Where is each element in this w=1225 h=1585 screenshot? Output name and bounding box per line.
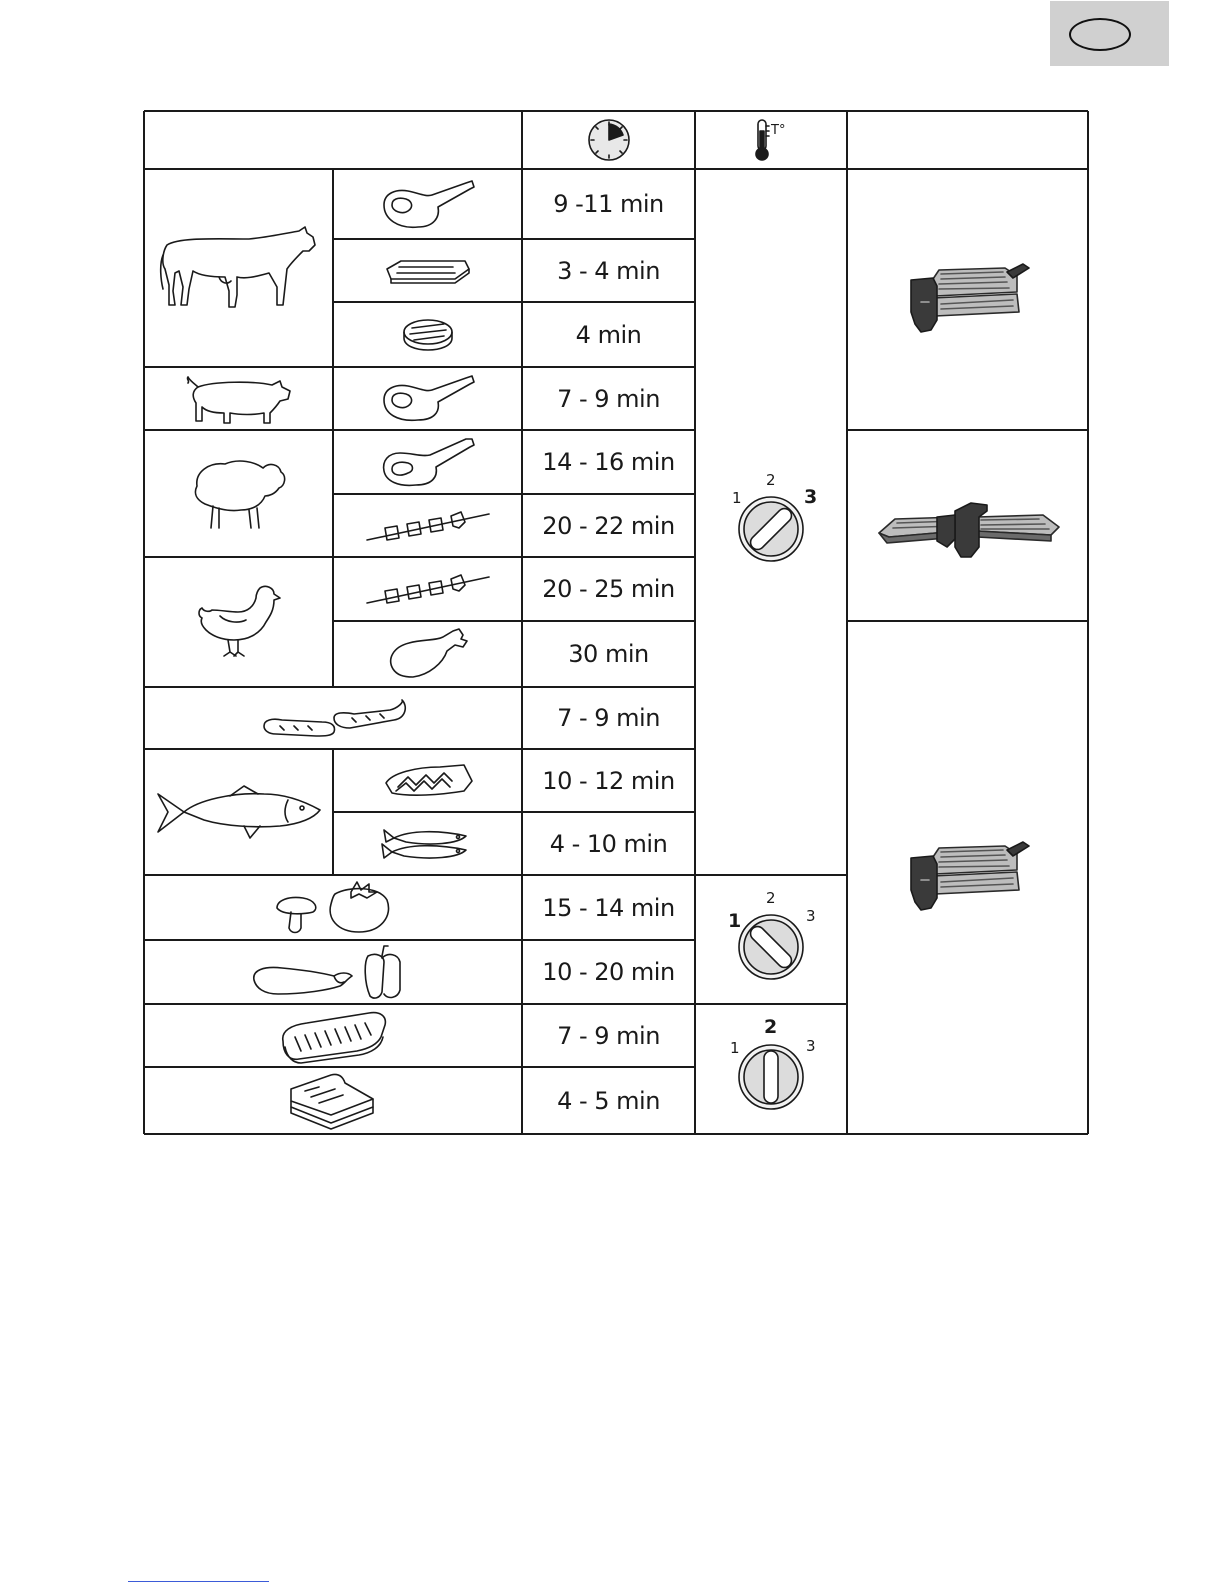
chop-icon bbox=[333, 367, 522, 430]
svg-text:2: 2 bbox=[764, 1016, 778, 1038]
time-value: 30 min bbox=[568, 640, 649, 668]
skewer-icon bbox=[333, 494, 522, 557]
time-value: 7 - 9 min bbox=[557, 1021, 660, 1050]
time-value: 14 - 16 min bbox=[542, 448, 675, 476]
drumstick-icon bbox=[333, 621, 522, 687]
eggplant-pepper-icon bbox=[144, 940, 522, 1004]
svg-text:1: 1 bbox=[728, 909, 742, 932]
bread-slice-icon bbox=[144, 1004, 522, 1067]
fish-fillet-icon bbox=[333, 749, 522, 812]
time-value: 7 - 9 min bbox=[557, 704, 660, 732]
temperature-dial-1-icon bbox=[695, 875, 847, 1004]
steak-slice-icon bbox=[333, 239, 522, 302]
skewer-icon bbox=[333, 557, 522, 621]
time-value: 20 - 22 min bbox=[542, 511, 675, 540]
fish-icon bbox=[144, 749, 333, 875]
lamb-chop-icon bbox=[333, 430, 522, 494]
pig-icon bbox=[144, 367, 333, 430]
chicken-icon bbox=[144, 557, 333, 687]
svg-text:T°: T° bbox=[771, 123, 786, 138]
sandwich-icon bbox=[144, 1067, 522, 1134]
svg-text:3: 3 bbox=[806, 906, 816, 925]
svg-text:2: 2 bbox=[766, 471, 776, 489]
svg-text:3: 3 bbox=[804, 486, 818, 508]
closed-grill-icon bbox=[847, 621, 1088, 1134]
thermometer-icon bbox=[695, 111, 847, 169]
temperature-dial-2-icon bbox=[695, 1004, 847, 1134]
time-value: 4 - 10 min bbox=[549, 829, 668, 858]
time-value: 10 - 12 min bbox=[542, 766, 675, 795]
rib-steak-icon bbox=[333, 169, 522, 239]
sardines-icon bbox=[333, 812, 522, 875]
svg-text:1: 1 bbox=[730, 1039, 740, 1057]
closed-grill-icon bbox=[847, 169, 1088, 430]
mushroom-tomato-icon bbox=[144, 875, 522, 940]
time-value: 20 - 25 min bbox=[542, 575, 675, 603]
time-value: 15 - 14 min bbox=[542, 893, 675, 922]
time-value: 7 - 9 min bbox=[557, 384, 660, 413]
open-flat-grill-icon bbox=[847, 430, 1088, 621]
sheep-icon bbox=[144, 430, 333, 557]
time-value: 4 - 5 min bbox=[557, 1086, 660, 1115]
temperature-dial-3-icon bbox=[695, 169, 847, 875]
svg-text:1: 1 bbox=[732, 489, 742, 507]
time-value: 10 - 20 min bbox=[542, 958, 675, 986]
timer-icon bbox=[522, 111, 695, 169]
svg-text:2: 2 bbox=[766, 888, 776, 907]
beef-icon bbox=[144, 169, 333, 367]
time-value: 9 -11 min bbox=[553, 190, 664, 218]
time-value: 3 - 4 min bbox=[557, 256, 660, 285]
svg-text:3: 3 bbox=[806, 1037, 816, 1055]
sausages-icon bbox=[144, 687, 522, 749]
footer-link-underline bbox=[128, 1581, 269, 1582]
time-value: 4 min bbox=[575, 320, 642, 349]
burger-patty-icon bbox=[333, 302, 522, 367]
